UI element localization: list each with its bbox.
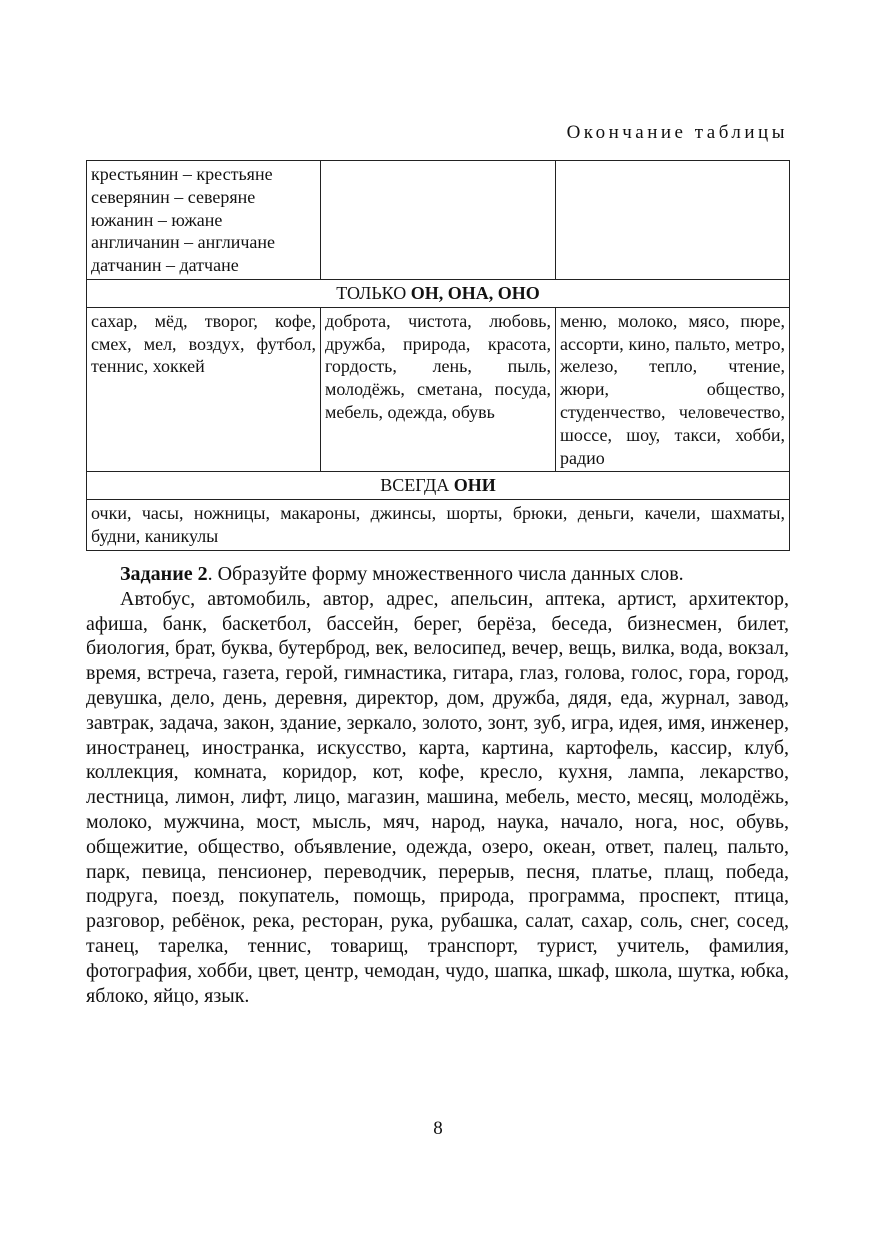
- section-only-pronouns: ОН, ОНА, ОНО: [410, 282, 540, 303]
- row3-plural-only-cell: очки, часы, ножницы, макароны, джинсы, шорты, брюки, деньги, качели, шахматы, будни, каникулы: [87, 500, 790, 551]
- table-row: [87, 307, 790, 472]
- section-always-plural-header: ВСЕГДА ОНИ: [87, 472, 790, 500]
- table-section-header: [87, 472, 790, 500]
- row1-col2-cell: [321, 161, 556, 280]
- task-word-list: Автобус, автомобиль, автор, адрес, апельсин, аптека, артист, архитектор, афиша, банк, баскетбол, бассейн, берег, берёза, беседа, бизнесмен, билет, биология, брат, буква, бутерброд, век, велосипед, вечер, вещь, вилка, вода, вокзал, время, встреча, газета, герой, гимнастика, гитара, глаз, голова, голос, гора, город, девушка, дело, день, деревня, директор, дом, дружба, дядя, еда, журнал, завод, завтрак, задача, закон, здание, зеркало, золото, зонт, зуб, игра, идея, имя, инженер, иностранец, иностранка, искусство, карта, картина, картофель, кассир, клуб, коллекция, комната, коридор, кот, кофе, кресло, кухня, лампа, лекарство, лестница, лимон, лифт, лицо, магазин, машина, мебель, место, месяц, молодёжь, молоко, мужчина, мост, мысль, мяч, народ, наука, начало, нога, нос, обувь, общежитие, общество, объявление, одежда, озеро, океан, ответ, палец, пальто, парк, певица, пенсионер, переводчик, перерыв, песня, платье, плащ, победа, подруга, поезд, покупатель, помощь, природа, программа, проспект, птица, разговор, ребёнок, река, ресторан, рука, рубашка, салат, сахар, соль, снег, сосед, танец, тарелка, теннис, товарищ, транспорт, турист, учитель, фамилия, фотография, хобби, цвет, центр, чемодан, чудо, шапка, шкаф, школа, шутка, юбка, яблоко, яйцо, язык.: [86, 587, 789, 1007]
- row2-col2-cell: доброта, чистота, любовь, дружба, природа, красота, гордость, лень, пыль, молодёжь, сметана, посуда, мебель, одежда, обувь: [321, 307, 556, 472]
- table-section-header: [87, 279, 790, 307]
- table-row: [87, 500, 790, 551]
- section-only-singular-header: ТОЛЬКО ОН, ОНА, ОНО: [87, 279, 790, 307]
- word-pair-line: датчанин – датчане: [91, 255, 239, 276]
- task-label: Задание 2: [120, 563, 208, 585]
- word-pair-line: крестьянин – крестьяне: [91, 164, 273, 184]
- word-pair-line: англичанин – англичане: [91, 232, 276, 253]
- page-number: 8: [433, 1118, 443, 1139]
- section-always-pronoun: ОНИ: [453, 475, 496, 496]
- row1-col3-cell: [556, 161, 790, 280]
- row1-col1-cell: [87, 161, 321, 280]
- task-heading: [86, 562, 789, 587]
- row2-col3-cell: меню, молоко, мясо, пюре, ассорти, кино, пальто, метро, железо, тепло, чтение, жюри, общество, студенчество, человечество, шоссе, шоу, такси, хобби, радио: [556, 307, 790, 472]
- row2-col1-cell: сахар, мёд, творог, кофе, смех, мел, воздух, футбол, теннис, хоккей: [87, 307, 321, 472]
- task-instruction: . Образуйте форму множественного числа данных слов.: [207, 563, 684, 585]
- word-pair-line: северянин – северяне: [91, 186, 256, 207]
- table-row: [87, 161, 790, 280]
- word-number-table: [86, 160, 790, 551]
- word-pair-line: южанин – южане: [91, 209, 223, 230]
- task-2-block: [86, 562, 789, 1008]
- table-continuation-label: Окончание таблицы: [566, 122, 788, 143]
